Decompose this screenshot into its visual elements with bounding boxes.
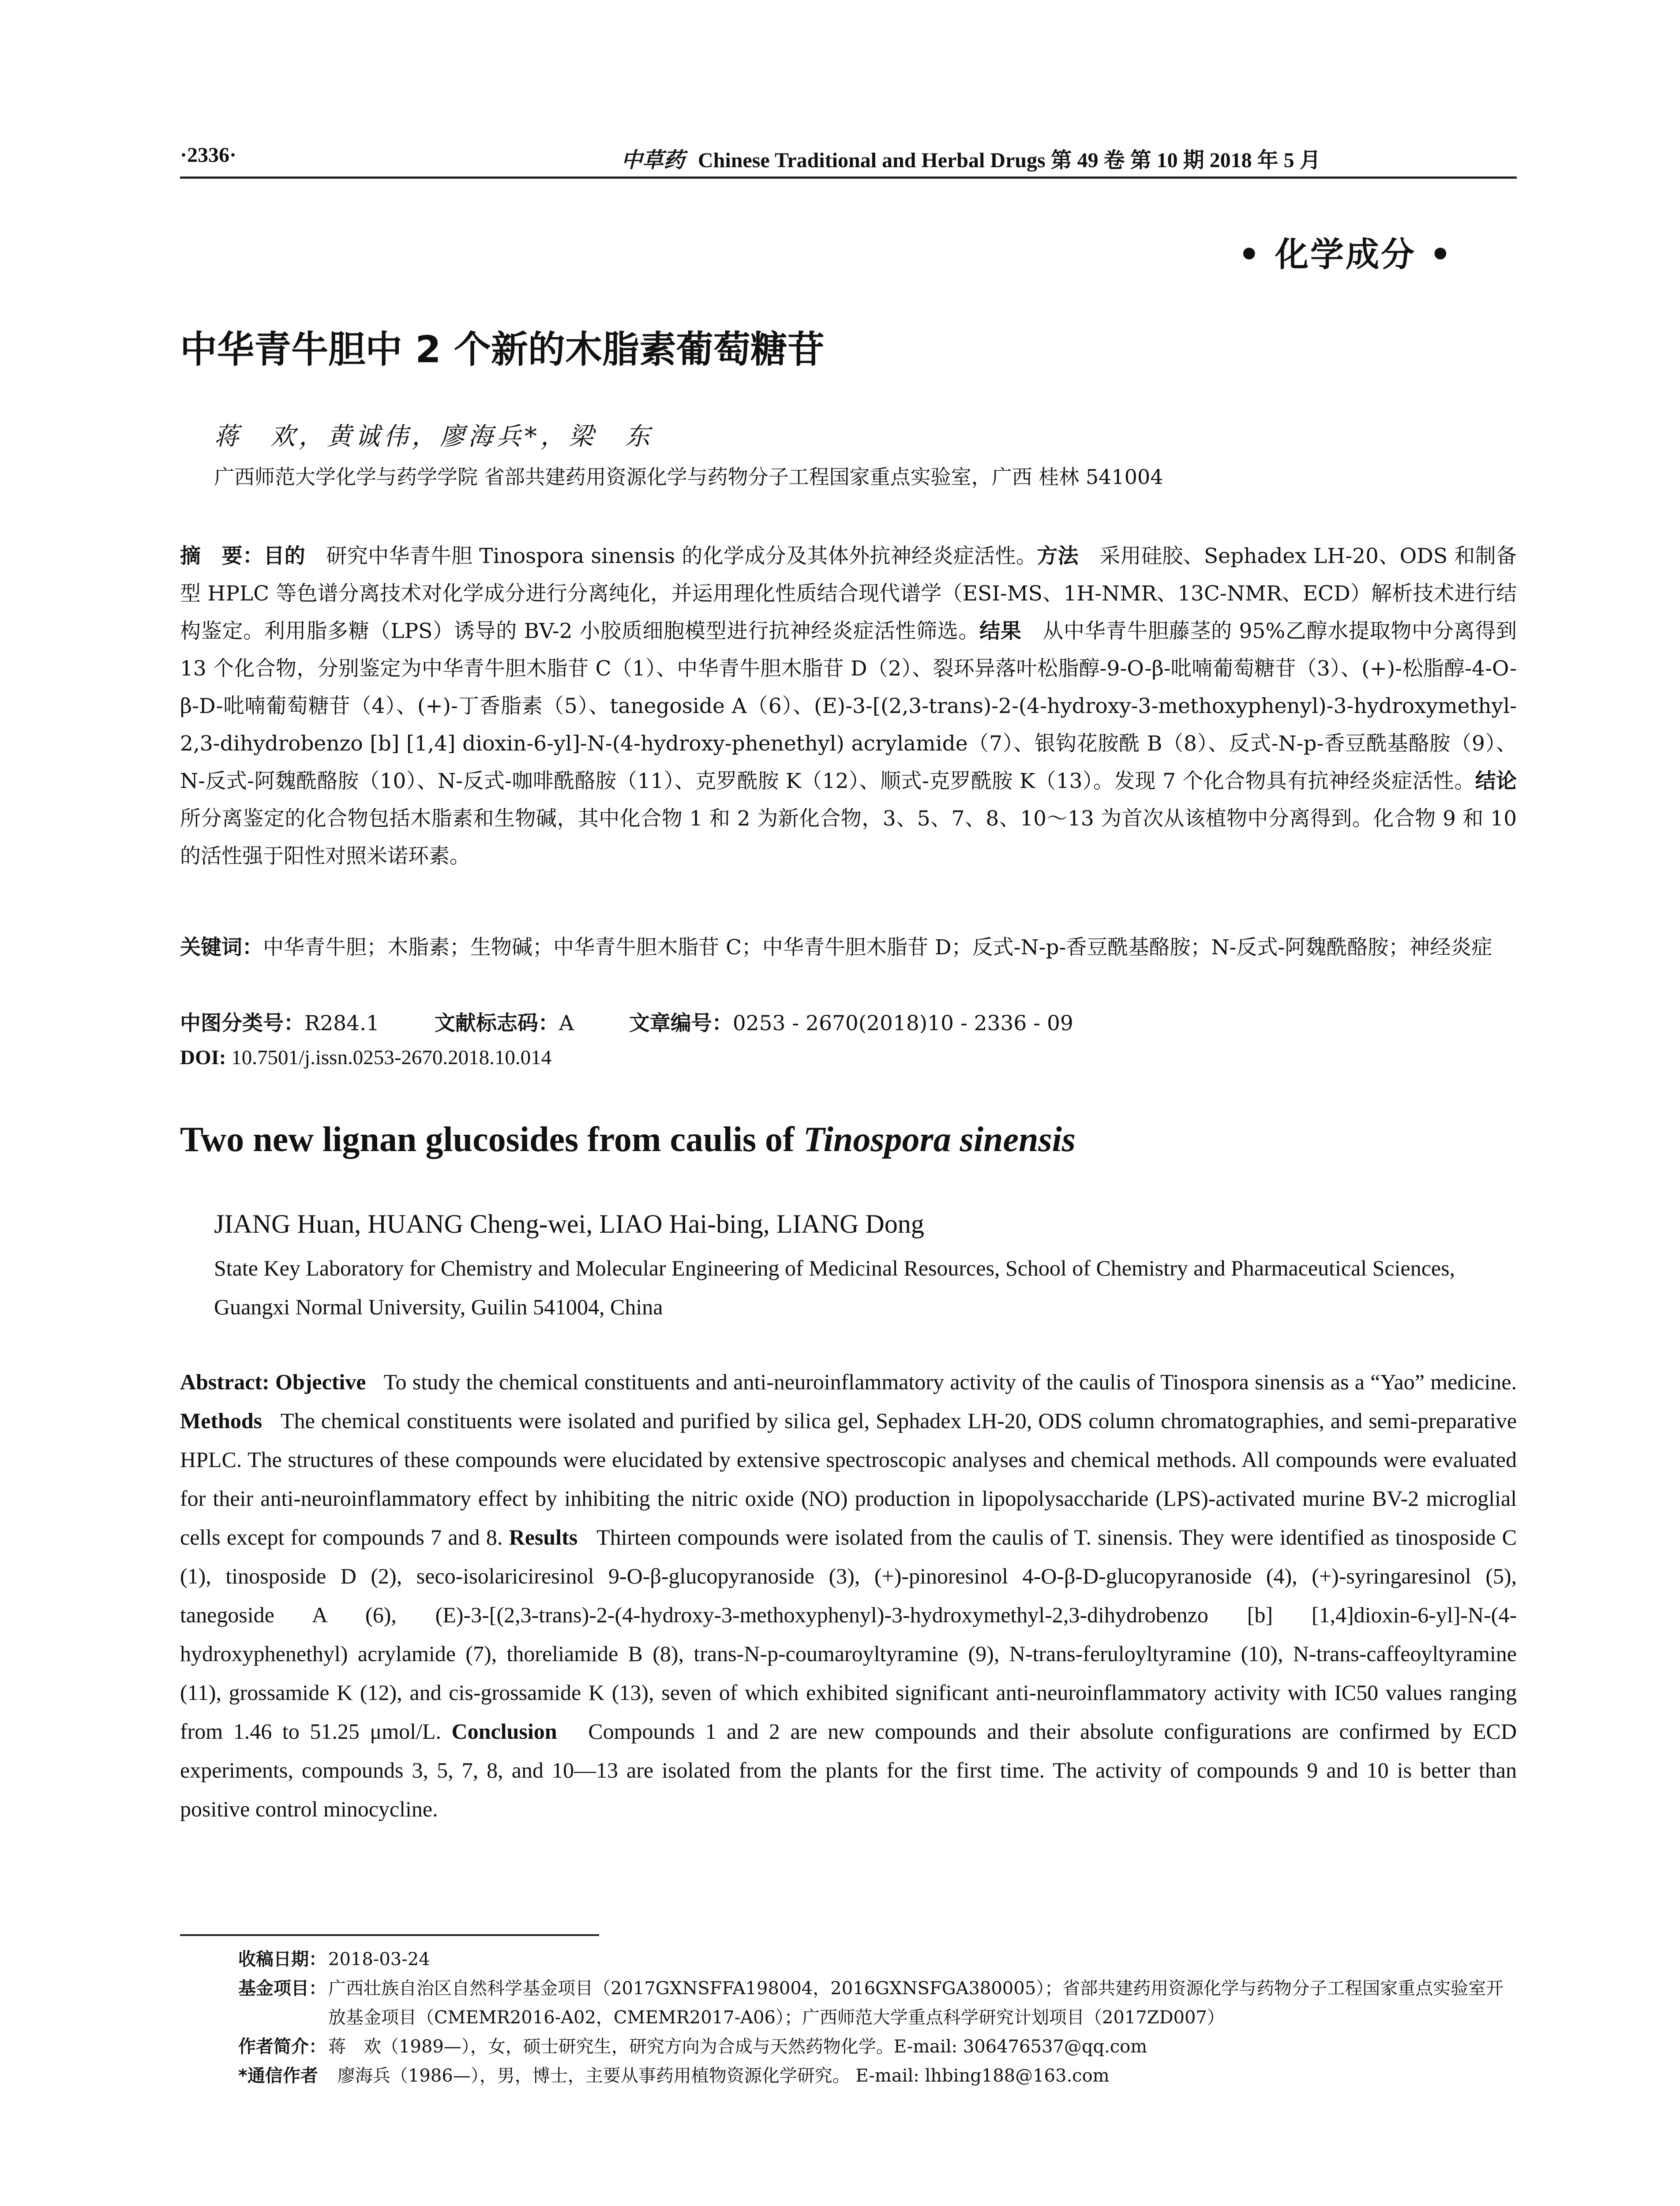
- footnote-label: 基金项目：: [238, 1978, 326, 1999]
- doi-label: DOI:: [180, 1046, 226, 1069]
- page-number: ·2336·: [180, 143, 237, 167]
- journal-line: [621, 143, 1321, 173]
- footnote-corresponding: [238, 2061, 1518, 2090]
- en-abstract: [180, 1362, 1517, 1828]
- footnote-text: 广西壮族自治区自然科学基金项目（2017GXNSFFA198004，2016GXNSFGA380005）；省部共建药用资源化学与药物分子工程国家重点实验室开放基金项目（CMEMR2016-A02，CMEMR2017-A06）；广西师范大学重点科学研究计划项目（2017ZD007）: [328, 1978, 1504, 2028]
- en-results-label: Results: [509, 1525, 578, 1549]
- clc-label: 中图分类号：: [180, 1011, 304, 1035]
- cn-authors: 蒋 欢，黄诚伟，廖海兵*，梁 东: [214, 422, 653, 451]
- cn-keywords: [180, 929, 1517, 966]
- en-results-text: Thirteen compounds were isolated from the caulis of T. sinensis. They were identified as tinosposide C (1), tinosposide D (2), seco-isolariciresinol 9-O-β-glucopyranoside (3), (+)-pinoresinol 4-O-β-D-glucopyranoside (4), (+)-syringaresinol (5), tanegoside A (6), (E)-3-[(2,3-trans)-2-(4-hydroxy-3-methoxyphenyl)-3-hydroxymethyl-2,3-dihydrobenzo [b] [1,4]dioxin-6-yl]-N-(4-hydroxyphenethyl) acrylamide (7), thoreliamide B (8), trans-N-p-coumaroyltyramine (9), N-trans-feruloyltyramine (10), N-trans-caffeoyltyramine (11), grossamide K (12), and cis-grossamide K (13), seven of which exhibited significant anti-neuroinflammatory activity with IC50 values ranging from 1.46 to 51.25 μmol/L.: [180, 1525, 1517, 1744]
- cn-abstract-label: 摘 要：: [180, 544, 264, 568]
- en-authors: JIANG Huan, HUANG Cheng-wei, LIAO Hai-bing, LIANG Dong: [214, 1209, 924, 1238]
- footnotes: [238, 1945, 1518, 2090]
- footnote-divider: [180, 1934, 599, 1936]
- en-conclusion-label: Conclusion: [451, 1719, 557, 1744]
- cn-affiliation: 广西师范大学化学与药学学院 省部共建药用资源化学与药物分子工程国家重点实验室，广西 桂林 541004: [214, 465, 1163, 489]
- footnote-label: *通信作者: [238, 2066, 336, 2086]
- article-no-value: 0253 - 2670(2018)10 - 2336 - 09: [732, 1011, 1073, 1035]
- en-methods-text: The chemical constituents were isolated and purified by silica gel, Sephadex LH-20, ODS column chromatographies, and semi-preparative HPLC. The structures of these compounds were elucidated by extensive spectroscopic analyses and chemical methods. All compounds were evaluated for their anti-neuroinflammatory effect by inhibiting the nitric oxide (NO) production in lipopolysaccharide (LPS)-activated murine BV-2 microglial cells except for compounds 7 and 8.: [180, 1408, 1517, 1549]
- en-title-text: Two new lignan glucosides from caulis of: [180, 1120, 803, 1159]
- cn-results-text: 从中华青牛胆藤茎的 95%乙醇水提取物中分离得到 13 个化合物，分别鉴定为中华青牛胆木脂苷 C（1）、中华青牛胆木脂苷 D（2）、裂环异落叶松脂醇-9-O-β-吡喃葡萄糖苷（3）、(+)-松脂醇-4-O-β-D-吡喃葡萄糖苷（4）、(+)-丁香脂素（5）、tanegoside A（6）、(E)-3-[(2,3-trans)-2-(4-hydroxy-3-methoxyphenyl)-3-hydroxymethyl-2,3-dihydrobenzo [b] [1,4] dioxin-6-yl]-N-(4-hydroxy-phenethyl) acrylamide（7）、银钩花胺酰 B（8）、反式-N-p-香豆酰基酪胺（9）、N-反式-阿魏酰酪胺（10）、N-反式-咖啡酰酪胺（11）、克罗酰胺 K（12）、顺式-克罗酰胺 K（13）。发现 7 个化合物具有抗神经炎症活性。: [180, 619, 1517, 793]
- footnote-funding: [238, 1974, 1518, 2032]
- cn-results-label: 结果: [979, 619, 1022, 643]
- article-no-label: 文章编号：: [629, 1011, 733, 1035]
- en-objective-text: To study the chemical constituents and anti-neuroinflammatory activity of the caulis of Tinospora sinensis as a “Yao” medicine.: [383, 1369, 1517, 1394]
- section-tag: • 化学成分 •: [1238, 235, 1453, 274]
- footnote-text: 2018-03-24: [328, 1949, 430, 1970]
- cn-keywords-label: 关键词：: [180, 935, 263, 960]
- en-abstract-label: Abstract: Objective: [180, 1369, 366, 1394]
- running-header: [180, 139, 1517, 179]
- cn-title: 中华青牛胆中 2 个新的木脂素葡萄糖苷: [180, 328, 825, 371]
- footnote-label: 收稿日期：: [238, 1949, 326, 1970]
- footnote-received: [238, 1945, 1518, 1974]
- en-methods-label: Methods: [180, 1408, 262, 1433]
- en-conclusion-text: Compounds 1 and 2 are new compounds and their absolute configurations are confirmed by ECD experiments, compounds 3, 5, 7, 8, and 10—13 are isolated from the plants for the first time. The activity of compounds 9 and 10 is better than positive control minocycline.: [180, 1719, 1517, 1821]
- doc-code-value: A: [559, 1011, 574, 1035]
- en-title-species: Tinospora sinensis: [803, 1120, 1076, 1159]
- cn-abstract: [180, 537, 1517, 875]
- cn-conclusion-label: 结论: [1475, 769, 1517, 793]
- cn-methods-text: 采用硅胶、Sephadex LH-20、ODS 和制备型 HPLC 等色谱分离技术对化学成分进行分离纯化，并运用理化性质结合现代谱学（ESI-MS、1H-NMR、13C-NMR、ECD）解析技术进行结构鉴定。利用脂多糖（LPS）诱导的 BV-2 小胶质细胞模型进行抗神经炎症活性筛选。: [180, 544, 1517, 643]
- cn-keywords-text: 中华青牛胆；木脂素；生物碱；中华青牛胆木脂苷 C；中华青牛胆木脂苷 D；反式-N-p-香豆酰基酪胺；N-反式-阿魏酰酪胺；神经炎症: [263, 935, 1492, 960]
- cn-objective-text: 研究中华青牛胆 Tinospora sinensis 的化学成分及其体外抗神经炎症活性。: [326, 544, 1037, 568]
- en-title: [180, 1120, 1517, 1160]
- footnote-text: 蒋 欢（1989—），女，硕士研究生，研究方向为合成与天然药物化学。E-mail: 306476537@qq.com: [328, 2037, 1148, 2057]
- doc-code-label: 文献标志码：: [434, 1011, 559, 1035]
- doi-line: [180, 1046, 551, 1069]
- journal-info: Chinese Traditional and Herbal Drugs 第 49 卷 第 10 期 2018 年 5 月: [698, 149, 1321, 172]
- footnote-text: 廖海兵（1986—），男，博士，主要从事药用植物资源化学研究。 E-mail: lhbing188@163.com: [337, 2066, 1110, 2086]
- en-affiliation: State Key Laboratory for Chemistry and Molecular Engineering of Medicinal Resources, School of Chemistry and Pharmaceutical Sciences, Guangxi Normal University, Guilin 541004, China: [214, 1256, 1455, 1319]
- journal-cn-name: 中草药: [621, 149, 685, 172]
- clc-value: R284.1: [304, 1011, 379, 1035]
- classification-line: [180, 1007, 1517, 1036]
- footnote-author-bio: [238, 2032, 1518, 2061]
- doi-value: 10.7501/j.issn.0253-2670.2018.10.014: [231, 1046, 552, 1069]
- cn-methods-label: 方法: [1037, 544, 1079, 568]
- cn-objective-label: 目的: [263, 544, 306, 568]
- footnote-label: 作者简介：: [238, 2037, 326, 2057]
- cn-conclusion-text: 所分离鉴定的化合物包括木脂素和生物碱，其中化合物 1 和 2 为新化合物，3、5、7、8、10～13 为首次从该植物中分离得到。化合物 9 和 10 的活性强于阳性对照米诺环素。: [180, 807, 1517, 868]
